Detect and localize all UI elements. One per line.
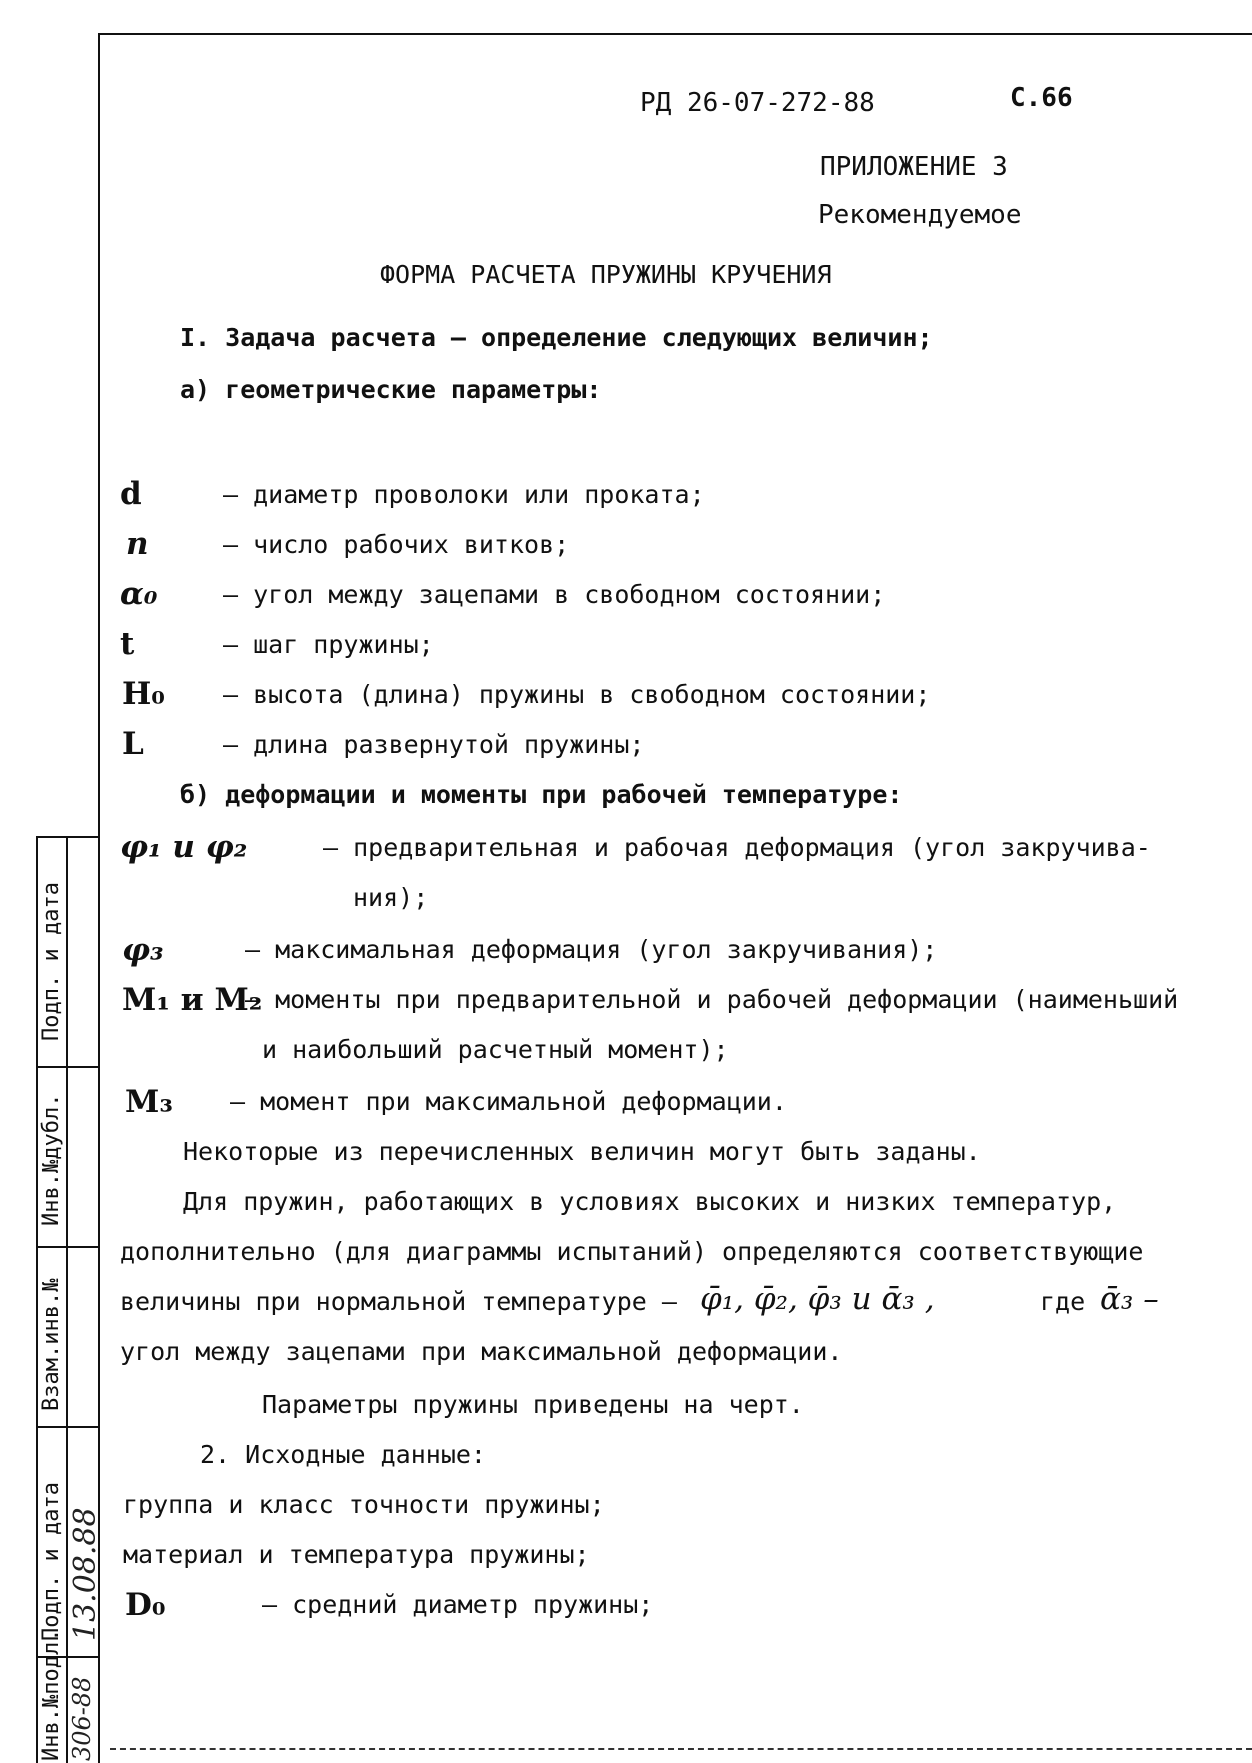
geometry-row-1: – число рабочих витков;	[223, 530, 570, 559]
symbol-m3: М₃	[125, 1084, 173, 1120]
paragraph-line-2: дополнительно (для диаграммы испытаний) определяются соответствующие	[120, 1237, 1144, 1266]
stamp-field-dup-inv: Инв.№дубл.	[39, 1093, 64, 1226]
paragraph-line-1: Для пружин, работающих в условиях высоких и низких температур,	[183, 1187, 1117, 1216]
paragraph-line-3a: величины при нормальной температуре –	[120, 1287, 677, 1316]
symbol-phi3: φ₃	[122, 932, 164, 968]
symbol-n: n	[126, 526, 149, 562]
symbol-alpha0: α₀	[120, 576, 158, 612]
symbol-d: d	[120, 476, 142, 512]
symbol-m1-m2: М₁ и М₂	[122, 982, 263, 1018]
section1-sub-b: б) деформации и моменты при рабочей температуре:	[180, 780, 903, 809]
deformation-row-2: – максимальная деформация (угол закручивания);	[245, 935, 938, 964]
section2-line-1: группа и класс точности пружины;	[123, 1490, 605, 1519]
stamp-signature: 13.08.88	[68, 1507, 103, 1641]
section2-line-2: материал и температура пружины;	[123, 1540, 590, 1569]
page-number: С.66	[1010, 83, 1073, 113]
geometry-row-3: – шаг пружины;	[223, 630, 434, 659]
deformation-row-1-cont: ния);	[353, 883, 429, 912]
note-line: Некоторые из перечисленных величин могут быть заданы.	[183, 1137, 981, 1166]
deformation-row-4: – момент при максимальной деформации.	[230, 1087, 787, 1116]
deformation-row-1: – предварительная и рабочая деформация (угол закручива-	[323, 833, 1151, 862]
stamp-field-sign-date-top: Подп. и дата	[39, 882, 64, 1041]
geometry-row-4: – высота (длина) пружины в свободном состоянии;	[223, 680, 931, 709]
section1-sub-a: а) геометрические параметры:	[180, 375, 602, 404]
stamp-field-sign-date-bottom: Подп. и дата	[39, 1482, 64, 1641]
paragraph-symbols: φ̄₁, φ̄₂, φ̄₃ и ᾱ₃ ,	[700, 1281, 935, 1317]
footer-rule	[110, 1748, 1252, 1750]
symbol-phi1-phi2: φ₁ и φ₂	[120, 829, 248, 865]
paragraph-symbol-alpha3: ᾱ₃ –	[1100, 1281, 1159, 1317]
appendix-status: Рекомендуемое	[818, 200, 1022, 230]
symbol-h0: H₀	[122, 676, 165, 712]
paragraph-line-4: угол между зацепами при максимальной деформации.	[120, 1337, 843, 1366]
deformation-row-3-cont: и наибольший расчетный момент);	[262, 1035, 729, 1064]
doc-code: РД 26-07-272-88	[640, 88, 875, 118]
appendix-label: ПРИЛОЖЕНИЕ 3	[820, 152, 1008, 182]
section2-heading: 2. Исходные данные:	[200, 1440, 486, 1469]
paragraph-line-3b: где	[1040, 1287, 1086, 1316]
stamp-inv-value: 306-88	[68, 1676, 96, 1761]
section2-d0-text: – средний диаметр пружины;	[262, 1590, 654, 1619]
geometry-row-0: – диаметр проволоки или проката;	[223, 480, 705, 509]
symbol-l: L	[122, 726, 144, 762]
geometry-row-2: – угол между зацепами в свободном состоянии;	[223, 580, 886, 609]
symbol-d0: D₀	[125, 1587, 166, 1623]
stamp-field-replace-inv: Взам.инв.№	[39, 1278, 64, 1411]
page-title: ФОРМА РАСЧЕТА ПРУЖИНЫ КРУЧЕНИЯ	[380, 260, 832, 289]
params-note: Параметры пружины приведены на черт.	[262, 1390, 804, 1419]
side-stamp	[36, 836, 103, 1763]
geometry-row-5: – длина развернутой пружины;	[223, 730, 645, 759]
section1-heading: I. Задача расчета – определение следующих величин;	[180, 323, 933, 352]
deformation-row-3: – моменты при предварительной и рабочей деформации (наименьший	[245, 985, 1179, 1014]
stamp-field-orig-inv: Инв.№подл.	[39, 1628, 64, 1761]
symbol-t: t	[120, 626, 135, 662]
